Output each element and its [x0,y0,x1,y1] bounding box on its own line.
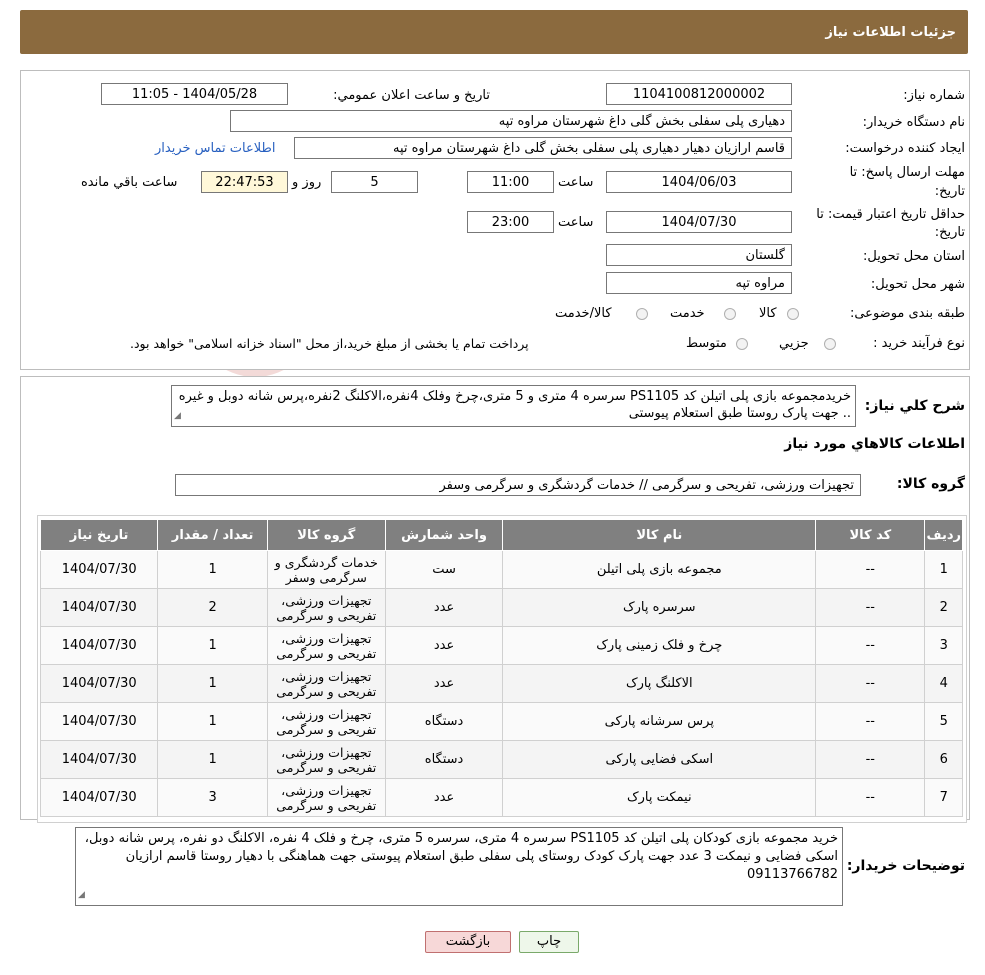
validity-date-field: 1404/07/30 [606,211,792,233]
creator-field: قاسم ارازیان دهیار دهیاری پلی سفلی بخش گلی داغ شهرستان مراوه تپه [294,137,792,159]
cell-qty: 3 [158,779,268,817]
buyer-org-field: دهیاری پلی سفلی بخش گلی داغ شهرستان مراوه تپه [230,110,792,132]
cell-name: اسکی فضایی پارکی [503,741,816,779]
cell-group: تجهیزات ورزشی، تفریحی و سرگرمی [267,627,385,665]
announce-field: 1404/05/28 - 11:05 [101,83,288,105]
page-header [20,10,968,54]
cell-code: -- [816,589,925,627]
remaining-label: ساعت باقي مانده [81,175,178,190]
col-group: گروه کالا [267,520,385,551]
cell-name: چرخ و فلک زمینی پارک [503,627,816,665]
table-row [41,665,963,703]
col-unit: واحد شمارش [385,520,503,551]
cell-date: 1404/07/30 [41,665,158,703]
summary-text: خریدمجموعه بازی پلی اتیلن کد PS1105 سرسره 4 متری و 5 متری،چرخ وفلک 4نفره،الاکلنگ 2نفره،پرس شانه دوبل و غیره .. جهت پارک روستا طبق استعلام پیوستی [178,389,851,421]
cell-date: 1404/07/30 [41,627,158,665]
process-minor-radio[interactable] [824,338,836,350]
table-row [41,703,963,741]
cell-unit: عدد [385,779,503,817]
buyer-notes-text: خرید مجموعه بازی کودکان پلی اتیلن کد PS1105 سرسره 4 متری، سرسره 5 متری، چرخ و فلک 4 نفره، الاکلنگ دو نفره، پرس شانه دوبل، اسکی فضایی و نیمکت 3 عدد جهت پارک کودک روستای پلی سفلی طبق استعلام پیوستی جهت هماهنگی با دهیار روستا قاسم ارازیان 09113766782 [84,831,838,882]
remaining-time-field: 22:47:53 [201,171,288,193]
summary-label: شرح کلي نياز: [864,398,965,414]
process-note: پرداخت تمام یا بخشی از مبلغ خرید،از محل "اسناد خزانه اسلامی" خواهد بود. [130,336,529,351]
cell-row: 6 [925,741,963,779]
cell-date: 1404/07/30 [41,741,158,779]
cell-name: پرس سرشانه پارکی [503,703,816,741]
creator-label: ایجاد کننده درخواست: [845,141,965,156]
cell-code: -- [816,779,925,817]
table-row [41,779,963,817]
cell-qty: 1 [158,741,268,779]
city-field: مراوه تپه [606,272,792,294]
cell-group: تجهیزات ورزشی، تفریحی و سرگرمی [267,665,385,703]
cell-date: 1404/07/30 [41,589,158,627]
category-service-label: خدمت [670,306,705,321]
category-goods-label: کالا [759,306,777,321]
goods-info-title: اطلاعات کالاهاي مورد نياز [784,436,965,452]
cell-group: تجهیزات ورزشی، تفریحی و سرگرمی [267,741,385,779]
cell-date: 1404/07/30 [41,703,158,741]
process-minor-label: جزیي [779,336,809,351]
cell-qty: 1 [158,665,268,703]
table-row [41,627,963,665]
validity-time-field: 23:00 [467,211,554,233]
back-button[interactable]: بازگشت [425,931,511,953]
cell-name: مجموعه بازی پلی اتیلن [503,551,816,589]
cell-row: 3 [925,627,963,665]
cell-unit: دستگاه [385,741,503,779]
category-goods-service-label: کالا/خدمت [555,306,612,321]
cell-date: 1404/07/30 [41,551,158,589]
cell-code: -- [816,551,925,589]
resize-grip-icon[interactable]: ◢ [174,411,181,421]
deadline-date-field: 1404/06/03 [606,171,792,193]
announce-label: تاریخ و ساعت اعلان عمومي: [333,88,490,103]
items-table-header [41,520,963,551]
cell-qty: 1 [158,703,268,741]
validity-time-label: ساعت [558,215,594,230]
deadline-time-label: ساعت [558,175,594,190]
cell-name: نیمکت پارک [503,779,816,817]
process-medium-label: متوسط [686,336,727,351]
category-label: طبقه بندی موضوعی: [849,306,965,321]
col-name: نام کالا [503,520,816,551]
cell-code: -- [816,665,925,703]
category-service-radio[interactable] [724,308,736,320]
process-medium-radio[interactable] [736,338,748,350]
buyer-org-label: نام دستگاه خريدار: [862,115,965,130]
need-number-field: 1104100812000002 [606,83,792,105]
group-field: تجهیزات ورزشی، تفریحی و سرگرمی // خدمات گردشگری و سرگرمی وسفر [175,474,861,496]
cell-unit: عدد [385,589,503,627]
cell-group: تجهیزات ورزشی، تفریحی و سرگرمی [267,703,385,741]
validity-label-date: تاریخ: [934,225,965,240]
col-qty: تعداد / مقدار [158,520,268,551]
province-label: استان محل تحویل: [863,249,965,264]
province-field: گلستان [606,244,792,266]
cell-row: 4 [925,665,963,703]
items-table [40,519,963,817]
cell-unit: عدد [385,665,503,703]
cell-qty: 2 [158,589,268,627]
cell-date: 1404/07/30 [41,779,158,817]
summary-textarea [171,385,856,427]
cell-unit: عدد [385,627,503,665]
table-row [41,551,963,589]
deadline-time-field: 11:00 [467,171,554,193]
col-date: تاريخ نياز [41,520,158,551]
cell-code: -- [816,741,925,779]
days-field: 5 [331,171,418,193]
cell-row: 7 [925,779,963,817]
table-row [41,741,963,779]
contact-buyer-link[interactable]: اطلاعات تماس خریدار [155,141,276,156]
deadline-label: مهلت ارسال پاسخ: تا [849,165,965,180]
col-row: رديف [925,520,963,551]
cell-group: خدمات گردشگری و سرگرمی وسفر [267,551,385,589]
cell-name: الاکلنگ پارک [503,665,816,703]
process-label: نوع فرآیند خرید : [873,336,965,351]
resize-grip-icon[interactable]: ◢ [78,890,85,900]
cell-row: 1 [925,551,963,589]
cell-group: تجهیزات ورزشی، تفریحی و سرگرمی [267,589,385,627]
cell-code: -- [816,627,925,665]
category-goods-radio[interactable] [787,308,799,320]
validity-label: حداقل تاریخ اعتبار قیمت: تا [816,207,965,222]
cell-row: 2 [925,589,963,627]
category-goods-service-radio[interactable] [636,308,648,320]
cell-unit: ست [385,551,503,589]
cell-qty: 1 [158,627,268,665]
buyer-notes-textarea [75,827,843,906]
col-code: کد کالا [816,520,925,551]
cell-name: سرسره پارک [503,589,816,627]
table-row [41,589,963,627]
group-label: گروه کالا: [896,476,965,492]
print-button[interactable]: چاپ [519,931,579,953]
deadline-label-date: تاریخ: [934,184,965,199]
cell-unit: دستگاه [385,703,503,741]
cell-code: -- [816,703,925,741]
days-label: روز و [292,175,322,190]
page-title: جزئیات اطلاعات نیاز [825,24,956,40]
need-number-label: شماره نیاز: [903,88,965,103]
cell-row: 5 [925,703,963,741]
buyer-notes-label: توضیحات خریدار: [846,858,965,874]
cell-qty: 1 [158,551,268,589]
city-label: شهر محل تحویل: [870,277,965,292]
cell-group: تجهیزات ورزشی، تفریحی و سرگرمی [267,779,385,817]
